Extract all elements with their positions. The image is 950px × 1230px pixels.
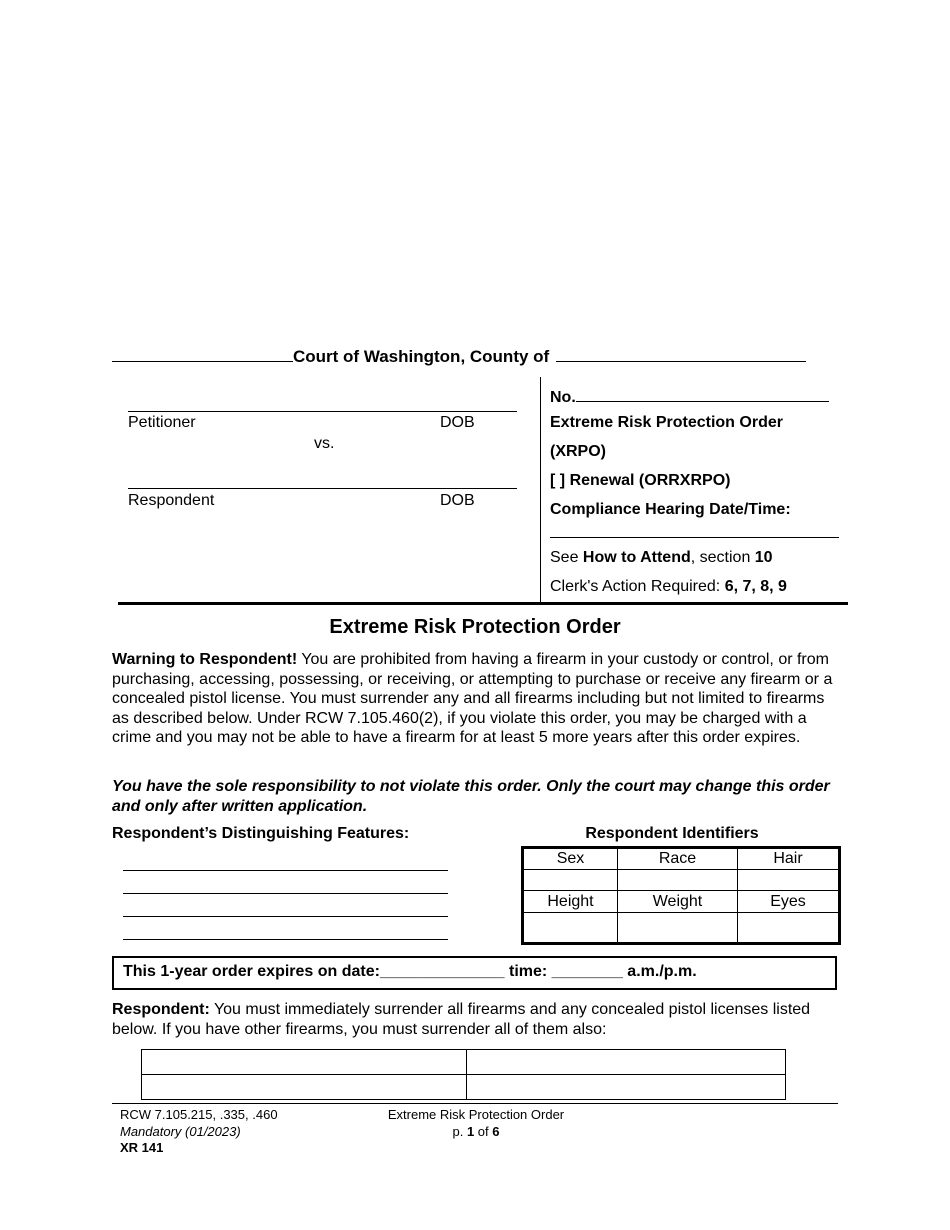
petitioner-name-line[interactable] <box>128 411 517 412</box>
renewal-checkbox[interactable]: [ ] <box>550 472 566 489</box>
clerk-action-row <box>550 578 787 596</box>
footer-mandatory: Mandatory (01/2023) <box>120 1124 241 1139</box>
caption-bottom-rule <box>118 602 848 605</box>
clerk-action-sections: 6, 7, 8, 9 <box>724 578 787 595</box>
court-heading <box>112 343 832 367</box>
firearm-cell[interactable] <box>142 1075 467 1100</box>
hair-cell[interactable] <box>738 870 840 891</box>
footer-rcw: RCW 7.105.215, .335, .460 <box>120 1107 278 1122</box>
document-title: Extreme Risk Protection Order <box>329 616 621 638</box>
see-text: See <box>550 549 583 566</box>
warning-paragraph <box>112 650 834 748</box>
height-header: Height <box>523 891 618 913</box>
clerk-action-label: Clerk's Action Required: <box>550 578 725 595</box>
footer-form-name: Extreme Risk Protection Order <box>387 1107 565 1122</box>
case-number-row <box>550 385 829 407</box>
compliance-hearing-label: Compliance Hearing Date/Time: <box>550 501 791 518</box>
case-number-label: No. <box>550 389 576 406</box>
identifiers-title: Respondent Identifiers <box>585 825 759 842</box>
respondent-label: Respondent <box>128 492 215 509</box>
page-total: 6 <box>492 1124 500 1139</box>
firearm-cell[interactable] <box>467 1075 786 1100</box>
sex-header: Sex <box>523 848 618 870</box>
county-blank[interactable] <box>556 343 806 362</box>
surrender-body: You must immediately surrender all firearms and any concealed pistol licenses listed below. If you have other firearms, you must surrender all of them also: <box>112 1001 811 1038</box>
page-current: 1 <box>466 1124 475 1139</box>
surrender-lead: Respondent: <box>112 1001 210 1018</box>
footer-form-number: XR 141 <box>120 1140 164 1155</box>
hair-header: Hair <box>738 848 840 870</box>
order-name-line1: Extreme Risk Protection Order <box>550 414 783 431</box>
page-prefix: p. <box>452 1124 467 1139</box>
warning-lead: Warning to Respondent! <box>112 651 298 668</box>
features-line[interactable] <box>123 916 448 917</box>
eyes-cell[interactable] <box>738 913 840 944</box>
sole-responsibility-text: You have the sole responsibility to not violate this order. Only the court may change this order and only after written application. <box>112 778 830 815</box>
eyes-header: Eyes <box>738 891 840 913</box>
petitioner-dob-label: DOB <box>440 414 475 431</box>
page-of: of <box>474 1124 493 1139</box>
footer-rule <box>112 1103 838 1104</box>
compliance-hearing-blank[interactable] <box>550 537 839 538</box>
respondent-name-line[interactable] <box>128 488 517 489</box>
how-to-attend-text: How to Attend <box>582 549 691 566</box>
renewal-label: Renewal (ORRXRPO) <box>569 472 731 489</box>
surrender-paragraph <box>112 1000 834 1039</box>
section-text: , section <box>690 549 755 566</box>
race-header: Race <box>618 848 738 870</box>
identifiers-table <box>521 846 841 945</box>
firearms-table <box>141 1049 786 1100</box>
expiration-text: This 1-year order expires on date:______________ time: ________ a.m./p.m. <box>123 963 697 980</box>
vs-label: vs. <box>314 435 335 452</box>
features-line[interactable] <box>123 870 448 871</box>
warning-body: You are prohibited from having a firearm in your custody or control, or from purchasing, accessing, possessing, or receiving, or attempting to purchase or receive any firearm or a concealed pistol license. You must surrender any and all firearms including but not limited to firearms as described below. Under RCW 7.105.460(2), if you violate this order, you may be charged with a crime and you may not be able to have a firearm for at least 5 more years after this order expires. <box>112 651 833 746</box>
weight-header: Weight <box>618 891 738 913</box>
race-cell[interactable] <box>618 870 738 891</box>
footer-page-number <box>380 1124 572 1139</box>
section-number: 10 <box>754 549 773 566</box>
distinguishing-features-label: Respondent’s Distinguishing Features: <box>112 825 410 842</box>
renewal-row <box>550 472 730 490</box>
height-cell[interactable] <box>523 913 618 944</box>
order-name-line2: (XRPO) <box>550 443 606 460</box>
court-name-blank[interactable] <box>112 343 293 362</box>
firearm-cell[interactable] <box>142 1050 467 1075</box>
how-to-attend-row <box>550 549 773 567</box>
caption-divider <box>540 377 541 602</box>
weight-cell[interactable] <box>618 913 738 944</box>
features-line[interactable] <box>123 893 448 894</box>
sex-cell[interactable] <box>523 870 618 891</box>
features-line[interactable] <box>123 939 448 940</box>
petitioner-label: Petitioner <box>128 414 196 431</box>
case-number-blank[interactable] <box>576 385 829 402</box>
respondent-dob-label: DOB <box>440 492 475 509</box>
expiration-box[interactable] <box>112 956 837 990</box>
firearm-cell[interactable] <box>467 1050 786 1075</box>
court-text: Court of Washington, County of <box>293 347 550 366</box>
